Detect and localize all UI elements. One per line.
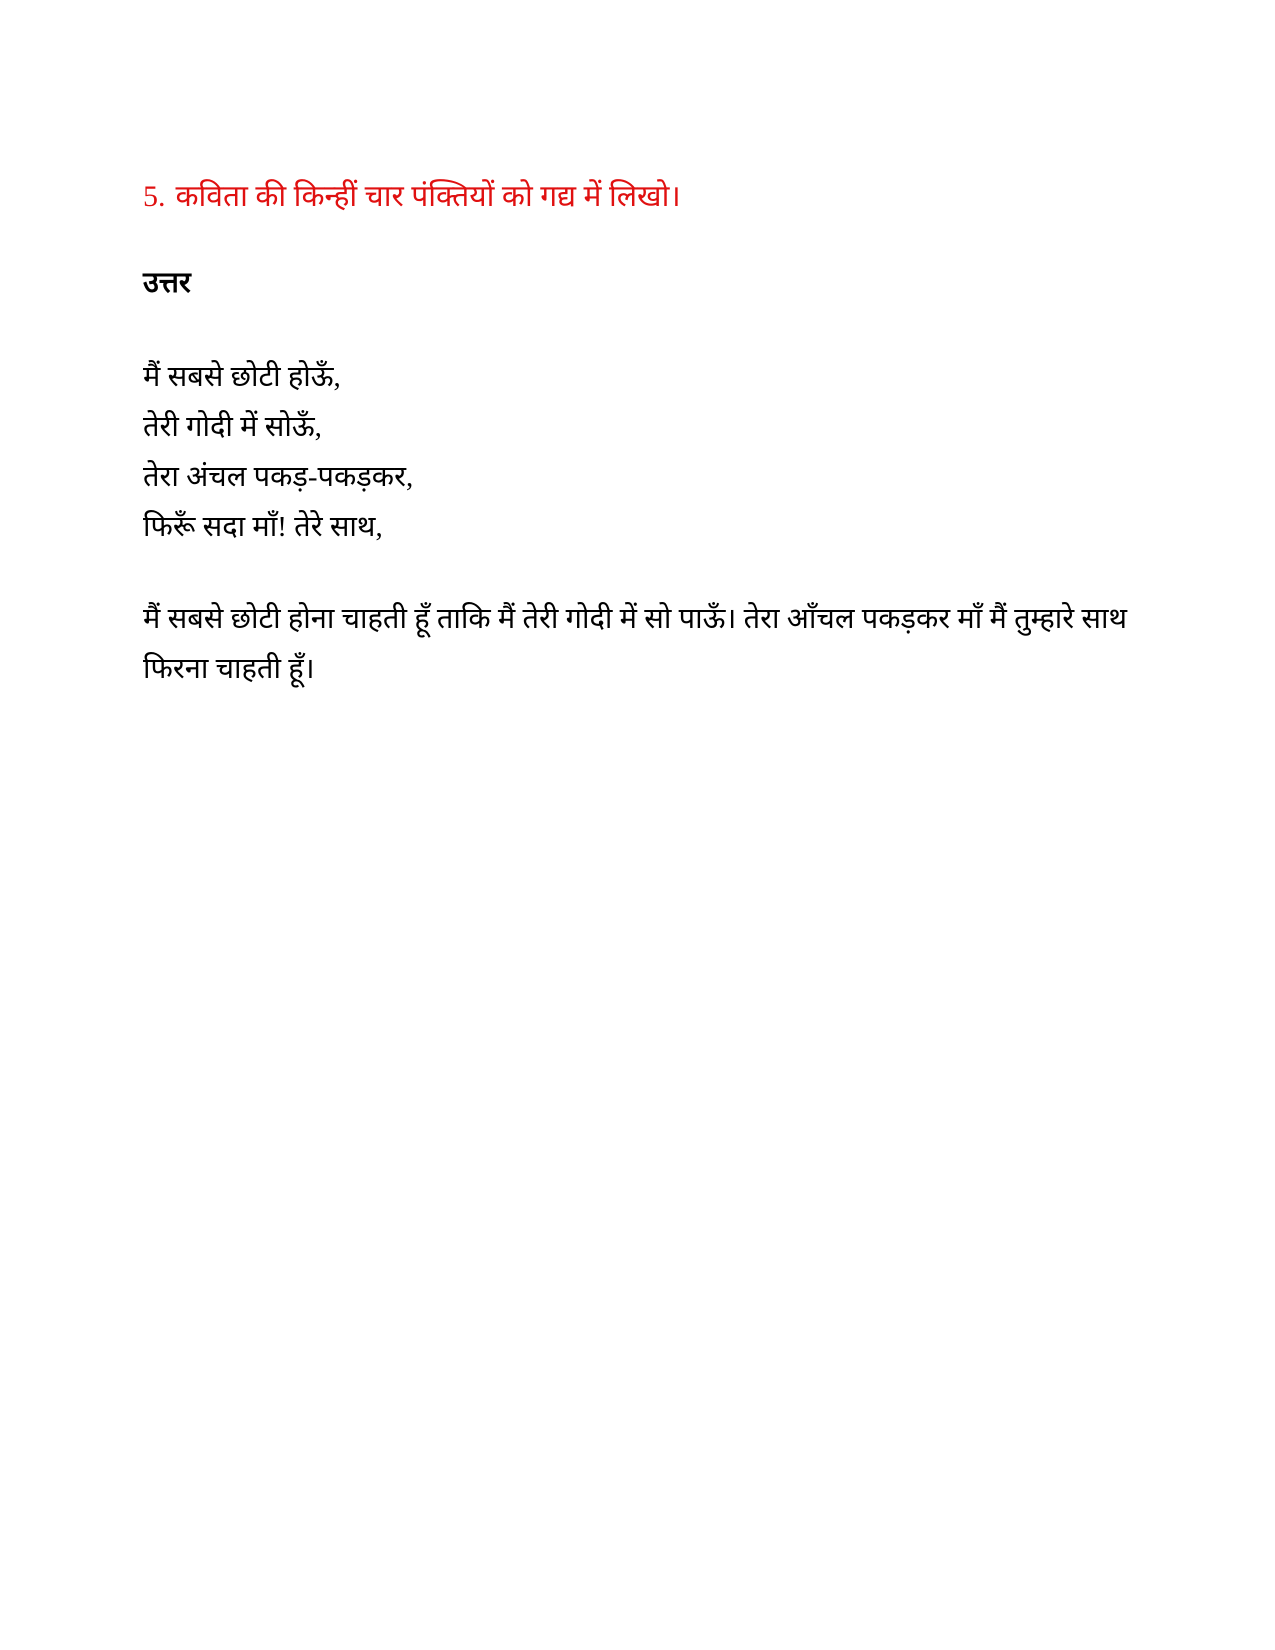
question-text: कविता की किन्हीं चार पंक्तियों को गद्य में लिखो।: [175, 180, 681, 213]
prose-explanation: मैं सबसे छोटी होना चाहती हूँ ताकि मैं तेरी गोदी में सो पाऊँ। तेरा आँचल पकड़कर माँ मैं तुम्हारे साथ फिरना चाहती हूँ।: [143, 603, 1128, 686]
question-heading: [143, 178, 1145, 216]
answer-label: उत्तर: [143, 266, 191, 299]
poem-stanza: [143, 352, 1145, 552]
question-number: 5.: [143, 180, 166, 213]
poem-line-2: तेरी गोदी में सोऊँ,: [143, 411, 322, 444]
poem-line-3: तेरा अंचल पकड़-पकड़कर,: [143, 461, 414, 494]
poem-line-4: फिरूँ सदा माँ! तेरे साथ,: [143, 511, 383, 544]
poem-line-1: मैं सबसे छोटी होऊँ,: [143, 361, 341, 394]
